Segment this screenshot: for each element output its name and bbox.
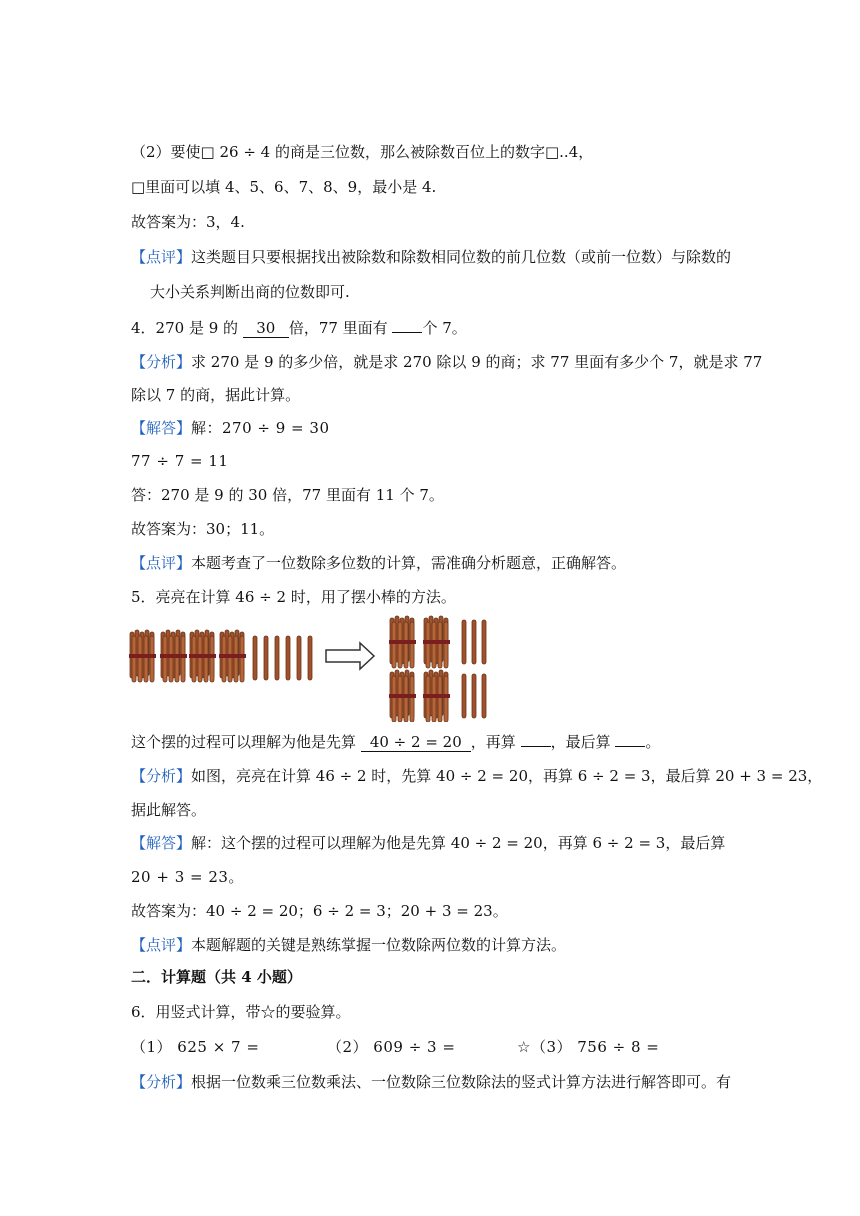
q6-item: （1） 625 × 7 = — [131, 1038, 260, 1056]
comment-text: 本题解题的关键是熟练掌握一位数除两位数的计算方法。 — [191, 936, 567, 954]
q4-mid: 倍，77 里面有 — [288, 319, 388, 337]
solution-line — [131, 417, 731, 439]
text-line: 据此解答。 — [131, 801, 207, 819]
comment-tag: 【点评】 — [131, 554, 192, 572]
equation-line: 77 ÷ 7 = 11 — [131, 452, 229, 470]
sticks-illustration — [128, 610, 498, 722]
text-line: 除以 7 的商，据此计算。 — [131, 386, 301, 404]
q5-text-b: ，再算 — [470, 733, 516, 751]
analysis-tag: 【分析】 — [131, 1073, 192, 1091]
analysis-text: 如图，亮亮在计算 46 ÷ 2 时，先算 40 ÷ 2 = 20，再算 6 ÷ 2 = 3，最后算 20 + 3 = 23， — [191, 767, 823, 785]
comment-text: 本题考查了一位数除多位数的计算，需准确分析题意，正确解答。 — [191, 554, 627, 572]
text-line: 大小关系判断出商的位数即可. — [150, 283, 350, 301]
left-group — [129, 630, 312, 682]
q5-empty-blank — [615, 730, 645, 747]
q6-item: ☆（3） 756 ÷ 8 = — [517, 1038, 660, 1056]
analysis-text: 求 270 是 9 的多少倍，就是求 270 除以 9 的商；求 77 里面有多少个 7，就是求 77 — [191, 353, 763, 371]
q4-answer-blank: 30 — [243, 319, 289, 338]
q4-suffix: 个 7。 — [422, 319, 467, 337]
answer-line: 答：270 是 9 的 30 倍，77 里面有 11 个 7。 — [131, 486, 444, 504]
solution-tag: 【解答】 — [131, 834, 192, 852]
comment-tag: 【点评】 — [131, 936, 192, 954]
solution-line — [131, 832, 731, 854]
analysis-tag: 【分析】 — [131, 767, 192, 785]
solution-text: 解：这个摆的过程可以理解为他是先算 40 ÷ 2 = 20，再算 6 ÷ 2 = 3，最后算 — [191, 834, 726, 852]
text-line: 故答案为：40 ÷ 2 = 20；6 ÷ 2 = 3；20 + 3 = 23。 — [131, 902, 508, 920]
analysis-line — [131, 1071, 731, 1093]
text-line: □里面可以填 4、5、6、7、8、9，最小是 4. — [131, 178, 437, 196]
text-line: （2）要使□ 26 ÷ 4 的商是三位数，那么被除数百位上的数字□..4， — [131, 143, 594, 161]
question-4 — [131, 316, 731, 338]
text-line: 故答案为：30；11。 — [131, 520, 275, 538]
comment-line — [131, 934, 731, 956]
equation-line: 20 + 3 = 23。 — [131, 868, 244, 886]
analysis-tag: 【分析】 — [131, 353, 192, 371]
analysis-line — [131, 765, 823, 787]
q5-empty-blank — [521, 730, 551, 747]
q5-text-c: ，最后算 — [550, 733, 611, 751]
right-group — [389, 616, 486, 722]
text-line: 故答案为：3，4. — [131, 213, 245, 231]
question-5: 5．亮亮在计算 46 ÷ 2 时，用了摆小棒的方法。 — [131, 588, 456, 606]
comment-line — [131, 246, 731, 268]
q4-prefix: 4．270 是 9 的 — [131, 319, 239, 337]
arrow-icon — [326, 643, 374, 669]
analysis-line — [131, 351, 763, 373]
section-heading: 二．计算题（共 4 小题） — [131, 968, 302, 986]
q5-text-a: 这个摆的过程可以理解为他是先算 — [131, 733, 357, 751]
analysis-text: 根据一位数乘三位数乘法、一位数除三位数除法的竖式计算方法进行解答即可。有 — [191, 1073, 732, 1091]
solution-text: 解：270 ÷ 9 = 30 — [191, 419, 330, 437]
comment-line — [131, 552, 731, 574]
q6-item: （2） 609 ÷ 3 = — [327, 1038, 456, 1056]
comment-text: 这类题目只要根据找出被除数和除数相同位数的前几位数（或前一位数）与除数的 — [191, 248, 732, 266]
solution-tag: 【解答】 — [131, 419, 192, 437]
q5-answer-blank: 40 ÷ 2 = 20 — [361, 733, 471, 752]
q4-empty-blank — [392, 316, 422, 333]
q6-items — [131, 1036, 731, 1058]
q5-text-d: 。 — [645, 733, 661, 751]
question-6: 6．用竖式计算，带☆的要验算。 — [131, 1003, 351, 1021]
comment-tag: 【点评】 — [131, 248, 192, 266]
question-5-fill — [131, 730, 731, 752]
